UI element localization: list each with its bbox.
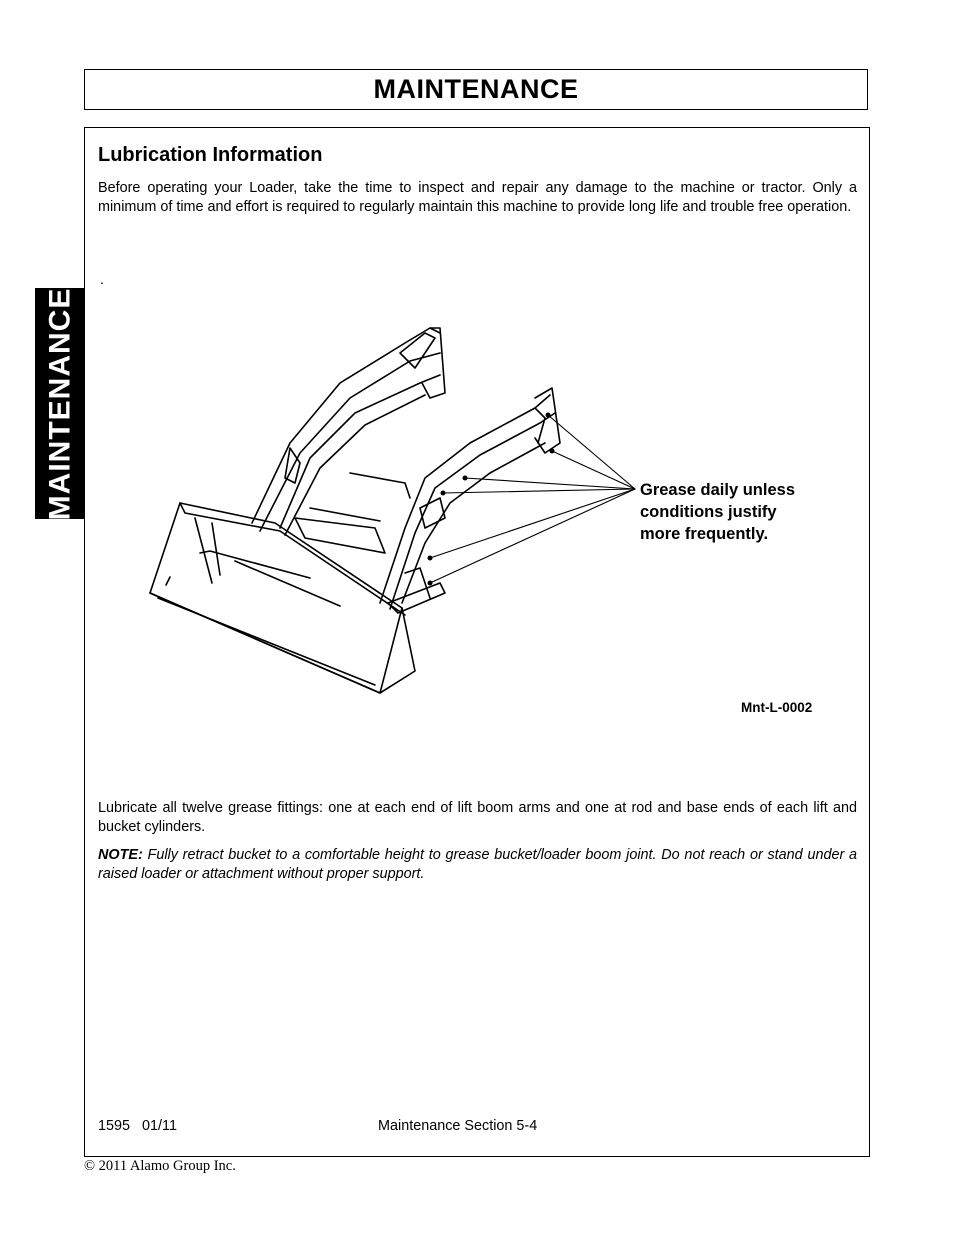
note-label: NOTE: <box>98 847 143 863</box>
grease-callout <box>640 479 795 545</box>
grease-callout-line: more frequently. <box>640 525 769 543</box>
grease-callout-line: Grease daily unless <box>640 481 796 499</box>
content-box <box>84 127 870 1157</box>
note-text: Fully retract bucket to a comfortable height to grease bucket/loader boom joint. Do not reach or stand under a raised loader or attachment without proper support. <box>98 847 857 882</box>
side-tab <box>35 288 85 519</box>
intro-paragraph: Before operating your Loader, take the time to inspect and repair any damage to the machine or tractor. Only a minimum of time and effort is required to regularly maintain this machine to provide long life and trouble free operation. <box>98 180 857 215</box>
page-header <box>84 69 868 110</box>
section-number: Maintenance Section 5-4 <box>378 1118 538 1134</box>
section-title: Lubrication Information <box>98 144 323 166</box>
loader-figure <box>140 313 840 723</box>
side-tab-label: MAINTENANCE <box>43 287 77 520</box>
copyright: © 2011 Alamo Group Inc. <box>84 1158 236 1174</box>
page-title: MAINTENANCE <box>373 74 579 104</box>
lubricate-paragraph: Lubricate all twelve grease fittings: one at each end of lift boom arms and one at rod and base ends of each lift and bucket cylinders. <box>98 800 857 835</box>
note-paragraph <box>98 846 857 883</box>
grease-callout-line: conditions justify <box>640 503 777 521</box>
stray-dot: . <box>100 271 104 287</box>
doc-number: 1595 01/11 <box>98 1118 177 1134</box>
figure-id: Mnt-L-0002 <box>741 700 813 715</box>
